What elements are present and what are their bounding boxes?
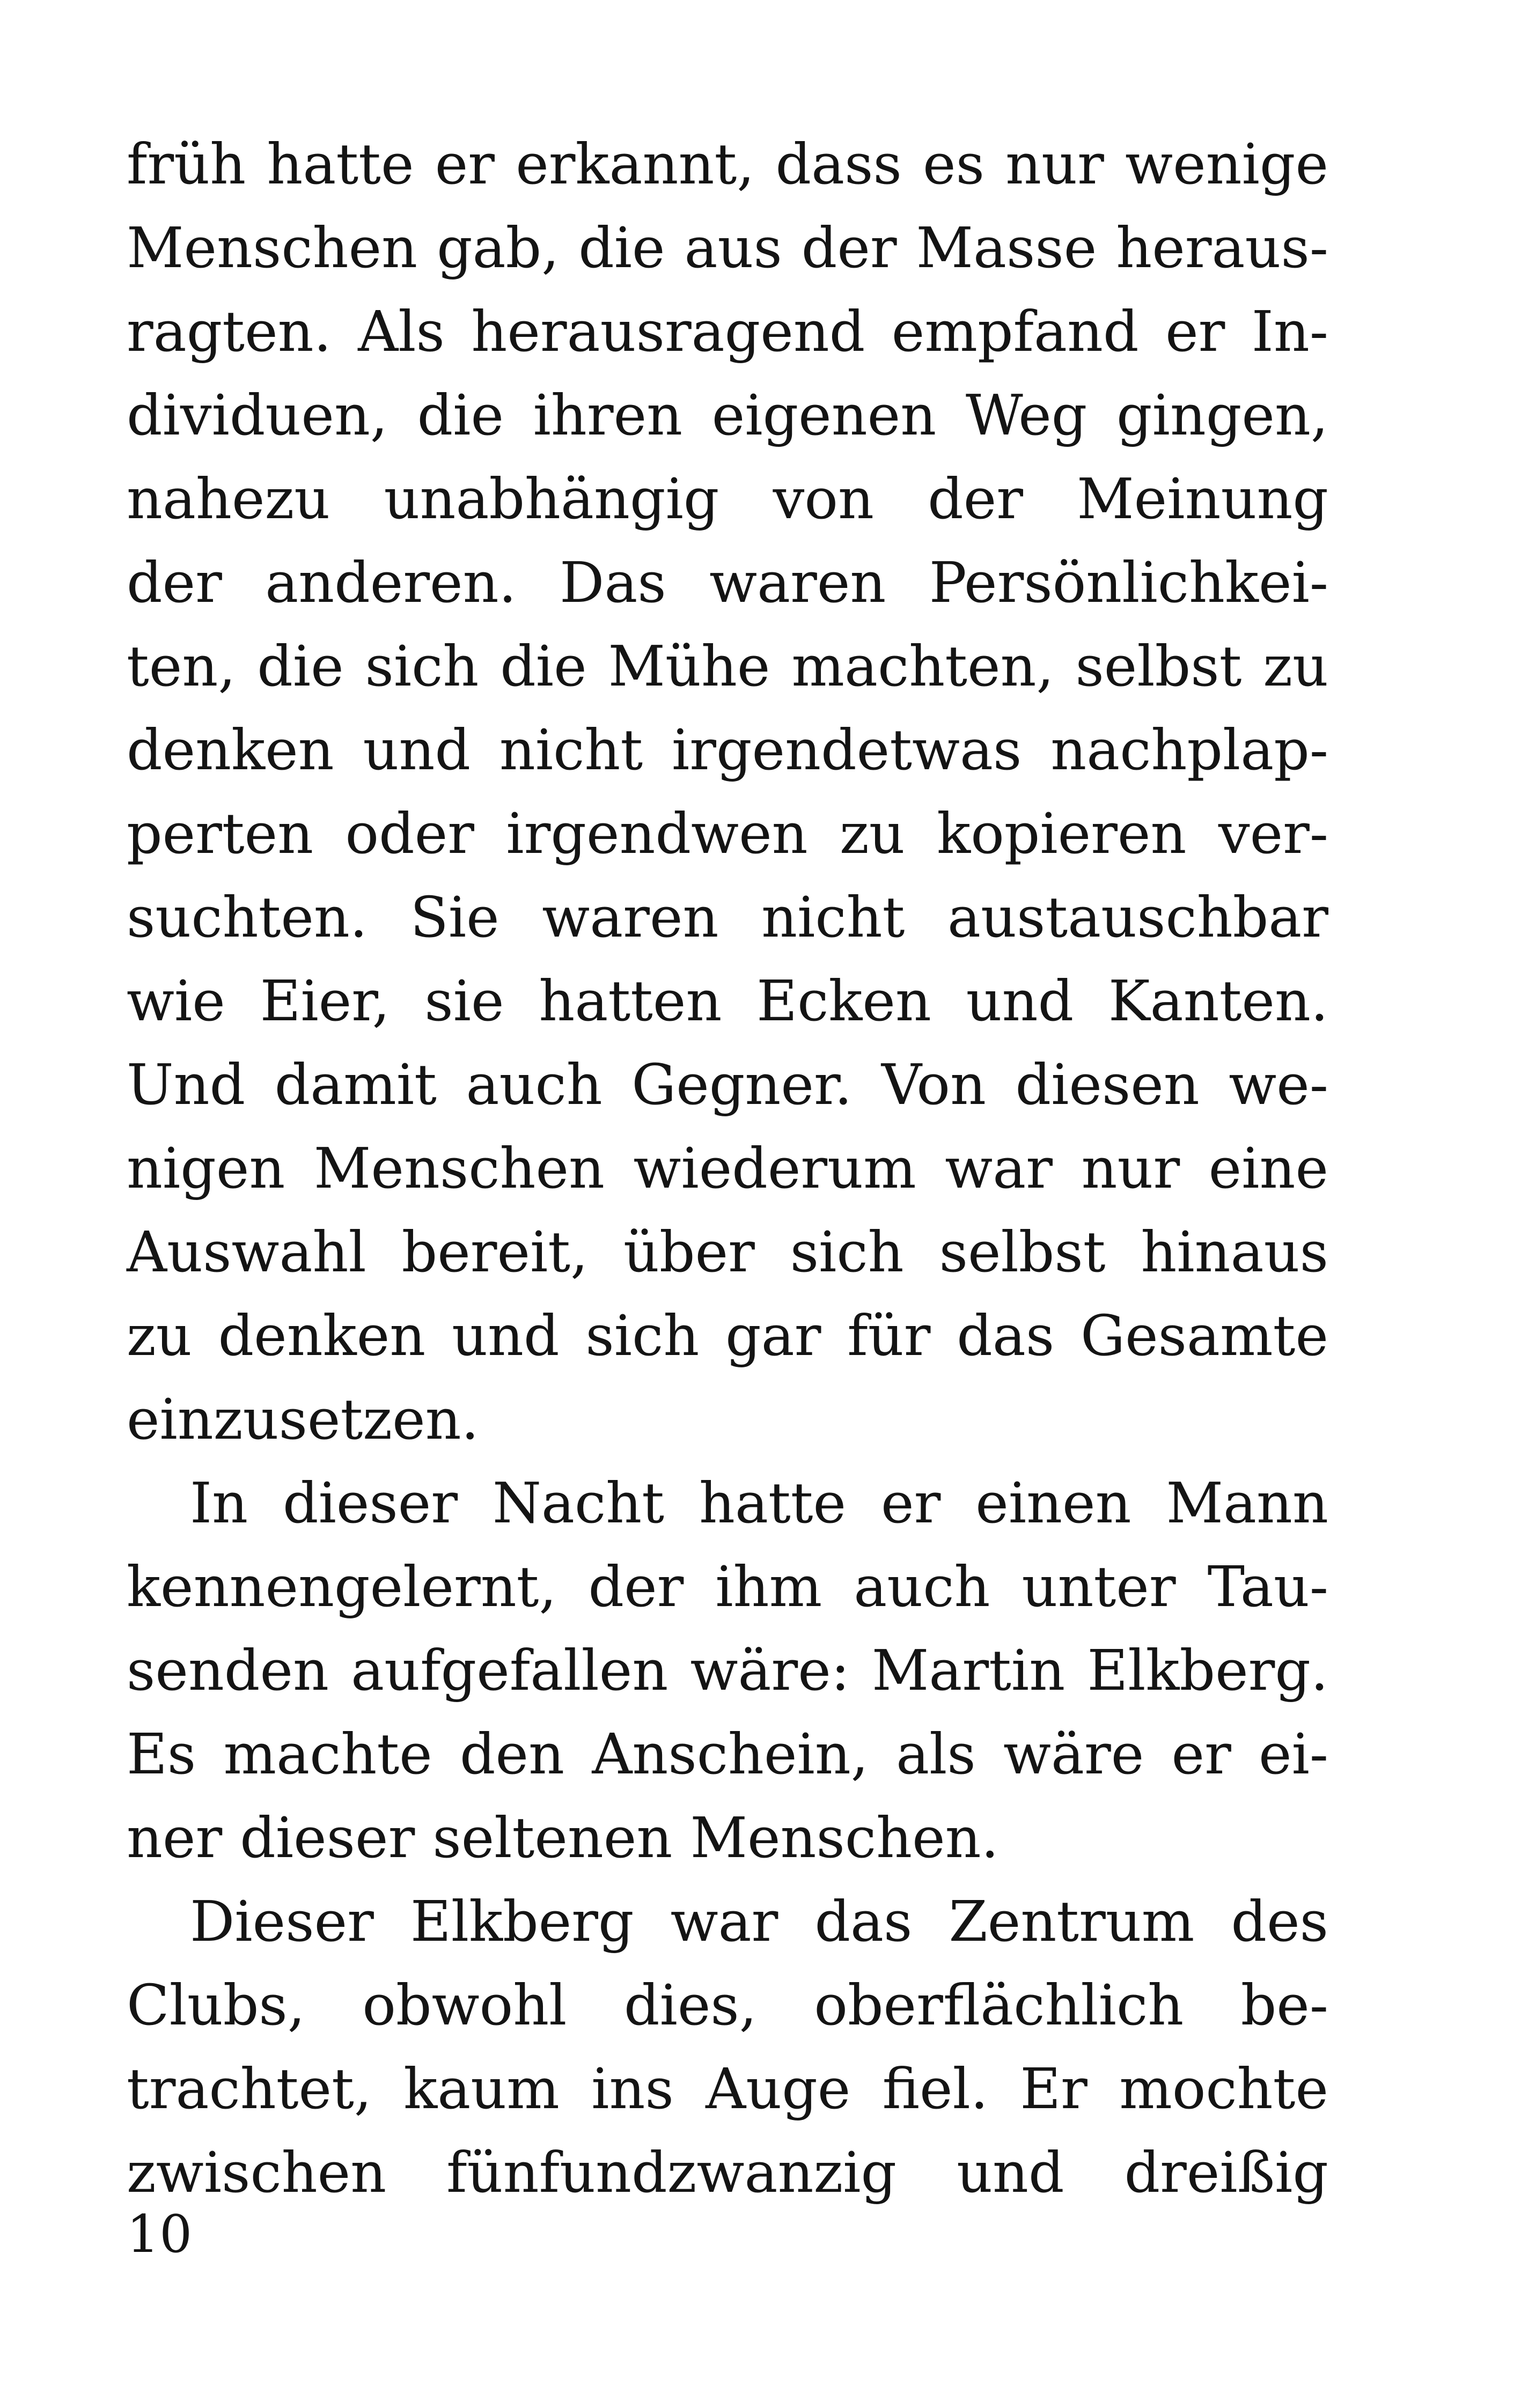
page-number: 10 [127, 2204, 193, 2264]
paragraph-1 [127, 122, 1328, 1461]
text-line: früh hatte er erkannt, dass es nur wenige [127, 131, 1328, 197]
text-line: Dieser Elkberg war das Zentrum des [190, 1889, 1328, 1954]
text-line: Auswahl bereit, über sich selbst hinaus [127, 1219, 1328, 1285]
text-line: ten, die sich die Mühe machten, selbst zu [127, 634, 1328, 699]
text-line: kennengelernt, der ihm auch unter Tau- [127, 1554, 1328, 1619]
text-line: Menschen gab, die aus der Masse heraus- [127, 215, 1328, 281]
text-line: perten oder irgendwen zu kopieren ver- [127, 801, 1328, 866]
text-line: suchten. Sie waren nicht austauschbar [127, 885, 1328, 950]
paragraph-2 [127, 1461, 1328, 1880]
text-line: Und damit auch Gegner. Von diesen we- [127, 1052, 1328, 1117]
text-line: trachtet, kaum ins Auge fiel. Er mochte [127, 2056, 1328, 2122]
text-line: In dieser Nacht hatte er einen Mann [190, 1470, 1328, 1536]
text-line: der anderen. Das waren Persönlichkei- [127, 550, 1328, 615]
text-line: zu denken und sich gar für das Gesamte [127, 1303, 1328, 1368]
text-line: wie Eier, sie hatten Ecken und Kanten. [127, 968, 1328, 1034]
text-line: Es machte den Anschein, als wäre er ei- [127, 1721, 1328, 1787]
paragraph-3 [127, 1880, 1328, 2214]
text-line: denken und nicht irgendetwas nachplap- [127, 717, 1328, 783]
text-line: Clubs, obwohl dies, oberflächlich be- [127, 1972, 1328, 2038]
text-line: senden aufgefallen wäre: Martin Elkberg. [127, 1638, 1328, 1703]
text-line: ner dieser seltenen Menschen. [127, 1805, 999, 1871]
text-line: nahezu unabhängig von der Meinung [127, 466, 1328, 532]
text-line: einzusetzen. [127, 1387, 479, 1452]
body-text [127, 122, 1328, 2214]
text-line: ragten. Als herausragend empfand er In- [127, 299, 1328, 364]
text-line: zwischen fünfundzwanzig und dreißig [127, 2140, 1328, 2205]
text-line: nigen Menschen wiederum war nur eine [127, 1136, 1328, 1201]
text-line: dividuen, die ihren eigenen Weg gingen, [127, 382, 1328, 448]
